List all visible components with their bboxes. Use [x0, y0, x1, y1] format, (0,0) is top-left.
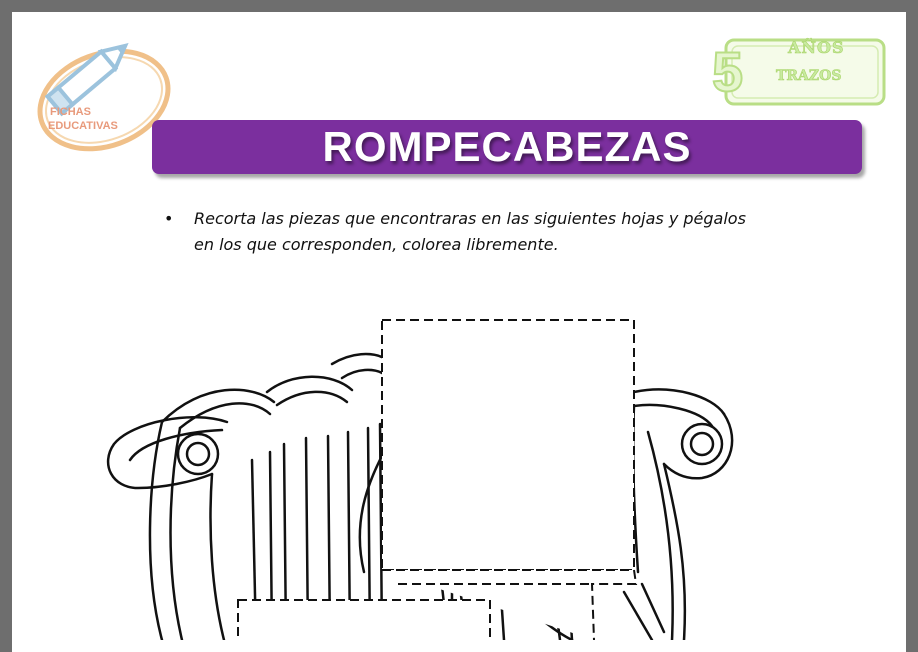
age-number: 5 — [712, 40, 744, 103]
logo-text-educativas: EDUCATIVAS — [48, 120, 118, 132]
subject-label: TRAZOS — [776, 68, 842, 84]
worksheet-page — [12, 12, 906, 652]
harp-puzzle-drawing — [12, 12, 906, 640]
logo-text-fichas: FICHAS — [50, 106, 91, 118]
instruction-line-1: Recorta las piezas que encontraras en las siguientes hojas y pégalos — [194, 209, 746, 228]
instruction-line-2: en los que corresponden, colorea libremente. — [194, 235, 559, 254]
age-label: AÑOS — [788, 38, 845, 57]
bullet: • — [164, 209, 174, 228]
page-title: ROMPECABEZAS — [322, 123, 692, 170]
